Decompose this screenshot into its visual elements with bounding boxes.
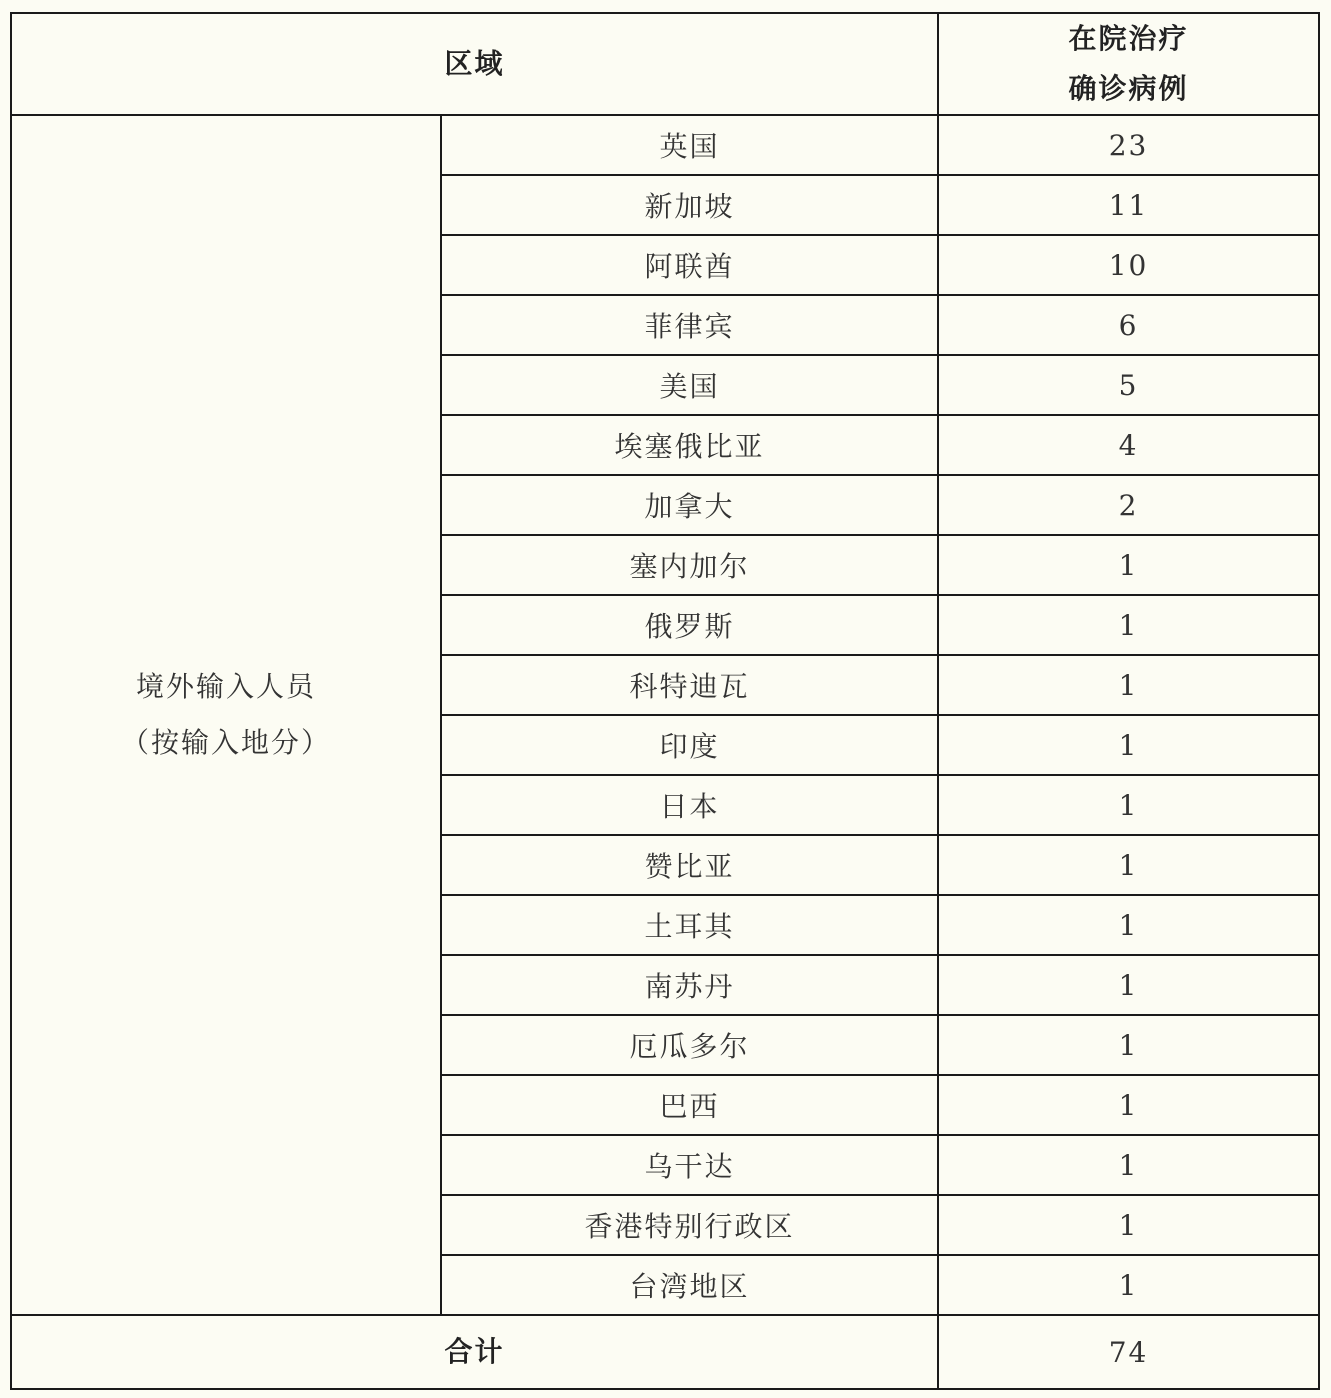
place-cell: 厄瓜多尔 xyxy=(441,1015,938,1075)
place-cell: 美国 xyxy=(441,355,938,415)
place-cell: 加拿大 xyxy=(441,475,938,535)
count-cell: 1 xyxy=(938,1075,1319,1135)
total-label: 合计 xyxy=(11,1315,938,1389)
count-cell: 1 xyxy=(938,775,1319,835)
place-cell: 科特迪瓦 xyxy=(441,655,938,715)
place-cell: 埃塞俄比亚 xyxy=(441,415,938,475)
count-cell: 1 xyxy=(938,835,1319,895)
place-cell: 英国 xyxy=(441,115,938,175)
group-label-line1: 境外输入人员 xyxy=(135,670,316,703)
count-cell: 1 xyxy=(938,1195,1319,1255)
count-cell: 4 xyxy=(938,415,1319,475)
header-cases-line1: 在院治疗 xyxy=(1068,22,1189,55)
count-cell: 1 xyxy=(938,535,1319,595)
count-cell: 1 xyxy=(938,1015,1319,1075)
count-cell: 1 xyxy=(938,595,1319,655)
place-cell: 阿联酋 xyxy=(441,235,938,295)
count-cell: 1 xyxy=(938,955,1319,1015)
place-cell: 赞比亚 xyxy=(441,835,938,895)
header-cases xyxy=(938,13,1319,115)
total-count: 74 xyxy=(938,1315,1319,1389)
place-cell: 塞内加尔 xyxy=(441,535,938,595)
place-cell: 俄罗斯 xyxy=(441,595,938,655)
place-cell: 菲律宾 xyxy=(441,295,938,355)
place-cell: 台湾地区 xyxy=(441,1255,938,1315)
count-cell: 11 xyxy=(938,175,1319,235)
place-cell: 巴西 xyxy=(441,1075,938,1135)
place-cell: 土耳其 xyxy=(441,895,938,955)
group-label-line2: （按输入地分） xyxy=(120,726,331,759)
cases-table xyxy=(10,12,1320,1390)
place-cell: 香港特别行政区 xyxy=(441,1195,938,1255)
header-region: 区域 xyxy=(11,13,938,115)
count-cell: 1 xyxy=(938,715,1319,775)
total-row xyxy=(11,1315,1319,1389)
place-cell: 日本 xyxy=(441,775,938,835)
count-cell: 23 xyxy=(938,115,1319,175)
count-cell: 1 xyxy=(938,655,1319,715)
count-cell: 6 xyxy=(938,295,1319,355)
table-row xyxy=(11,115,1319,175)
place-cell: 乌干达 xyxy=(441,1135,938,1195)
place-cell: 南苏丹 xyxy=(441,955,938,1015)
place-cell: 印度 xyxy=(441,715,938,775)
group-label-cell xyxy=(11,115,441,1315)
count-cell: 1 xyxy=(938,1135,1319,1195)
header-cases-line2: 确诊病例 xyxy=(1068,72,1189,105)
count-cell: 5 xyxy=(938,355,1319,415)
count-cell: 1 xyxy=(938,895,1319,955)
count-cell: 2 xyxy=(938,475,1319,535)
header-row xyxy=(11,13,1319,115)
count-cell: 1 xyxy=(938,1255,1319,1315)
place-cell: 新加坡 xyxy=(441,175,938,235)
count-cell: 10 xyxy=(938,235,1319,295)
